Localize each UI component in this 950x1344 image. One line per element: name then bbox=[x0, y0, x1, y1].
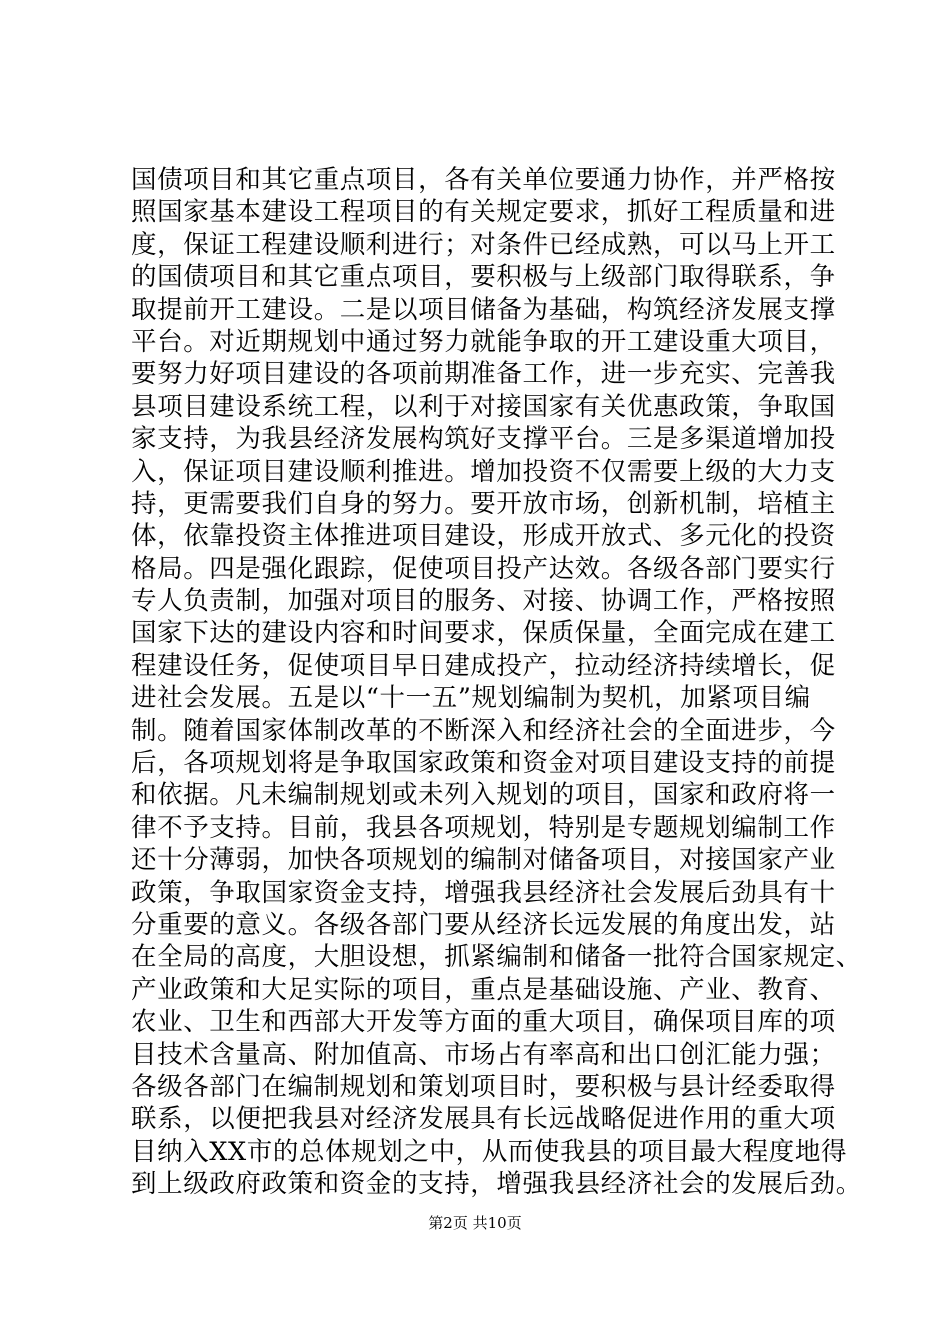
text-line: 家支持，为我县经济发展构筑好支撑平台。三是多渠道增加投 bbox=[131, 424, 836, 455]
text-line: 后，各项规划将是争取国家政策和资金对项目建设支持的前提 bbox=[131, 748, 836, 779]
text-line: 制。随着国家体制改革的不断深入和经济社会的全面进步，今 bbox=[131, 715, 836, 746]
text-line: 国家下达的建设内容和时间要求，保质保量，全面完成在建工 bbox=[131, 618, 836, 649]
text-line: 度，保证工程建设顺利进行；对条件已经成熟，可以马上开工 bbox=[131, 229, 836, 260]
text-line: 到上级政府政策和资金的支持，增强我县经济社会的发展后劲。 bbox=[131, 1169, 862, 1200]
text-line: 取提前开工建设。二是以项目储备为基础，构筑经济发展支撑 bbox=[131, 294, 836, 325]
text-line: 各级各部门在编制规划和策划项目时，要积极与县计经委取得 bbox=[131, 1071, 836, 1102]
text-line: 和依据。凡未编制规划或未列入规划的项目，国家和政府将一 bbox=[131, 780, 836, 811]
text-line: 体，依靠投资主体推进项目建设，形成开放式、多元化的投资 bbox=[131, 521, 836, 552]
text-line: 联系，以便把我县对经济发展具有长远战略促进作用的重大项 bbox=[131, 1104, 836, 1135]
text-line: 程建设任务，促使项目早日建成投产，拉动经济持续增长，促 bbox=[131, 650, 836, 681]
text-line: 照国家基本建设工程项目的有关规定要求，抓好工程质量和进 bbox=[131, 197, 836, 228]
text-line: 的国债项目和其它重点项目，要积极与上级部门取得联系，争 bbox=[131, 262, 836, 293]
text-line: 律不予支持。目前，我县各项规划，特别是专题规划编制工作 bbox=[131, 812, 836, 843]
text-line: 县项目建设系统工程，以利于对接国家有关优惠政策，争取国 bbox=[131, 391, 836, 422]
text-line: 政策，争取国家资金支持，增强我县经济社会发展后劲具有十 bbox=[131, 877, 836, 908]
body-paragraph bbox=[131, 164, 862, 1201]
text-line: 进社会发展。五是以“十一五”规划编制为契机，加紧项目编 bbox=[131, 683, 811, 714]
text-line: 平台。对近期规划中通过努力就能争取的开工建设重大项目， bbox=[131, 326, 836, 357]
text-line: 专人负责制，加强对项目的服务、对接、协调工作，严格按照 bbox=[131, 586, 836, 617]
text-line: 分重要的意义。各级各部门要从经济长远发展的角度出发，站 bbox=[131, 909, 836, 940]
text-line: 持，更需要我们自身的努力。要开放市场，创新机制，培植主 bbox=[131, 488, 836, 519]
text-line: 目纳入XX市的总体规划之中，从而使我县的项目最大程度地得 bbox=[131, 1136, 848, 1167]
text-line: 格局。四是强化跟踪，促使项目投产达效。各级各部门要实行 bbox=[131, 553, 836, 584]
text-line: 要努力好项目建设的各项前期准备工作，进一步充实、完善我 bbox=[131, 359, 836, 390]
text-line: 产业政策和大足实际的项目，重点是基础设施、产业、教育、 bbox=[131, 974, 836, 1005]
text-line: 国债项目和其它重点项目，各有关单位要通力协作，并严格按 bbox=[131, 165, 836, 195]
text-line: 农业、卫生和西部大开发等方面的重大项目，确保项目库的项 bbox=[131, 1007, 836, 1038]
text-line: 在全局的高度，大胆设想，抓紧编制和储备一批符合国家规定、 bbox=[131, 942, 862, 973]
text-line: 还十分薄弱，加快各项规划的编制对储备项目，对接国家产业 bbox=[131, 845, 836, 876]
page-number-footer: 第2页 共10页 bbox=[428, 1214, 522, 1232]
text-line: 目技术含量高、附加值高、市场占有率高和出口创汇能力强； bbox=[131, 1039, 836, 1070]
text-line: 入，保证项目建设顺利推进。增加投资不仅需要上级的大力支 bbox=[131, 456, 836, 487]
